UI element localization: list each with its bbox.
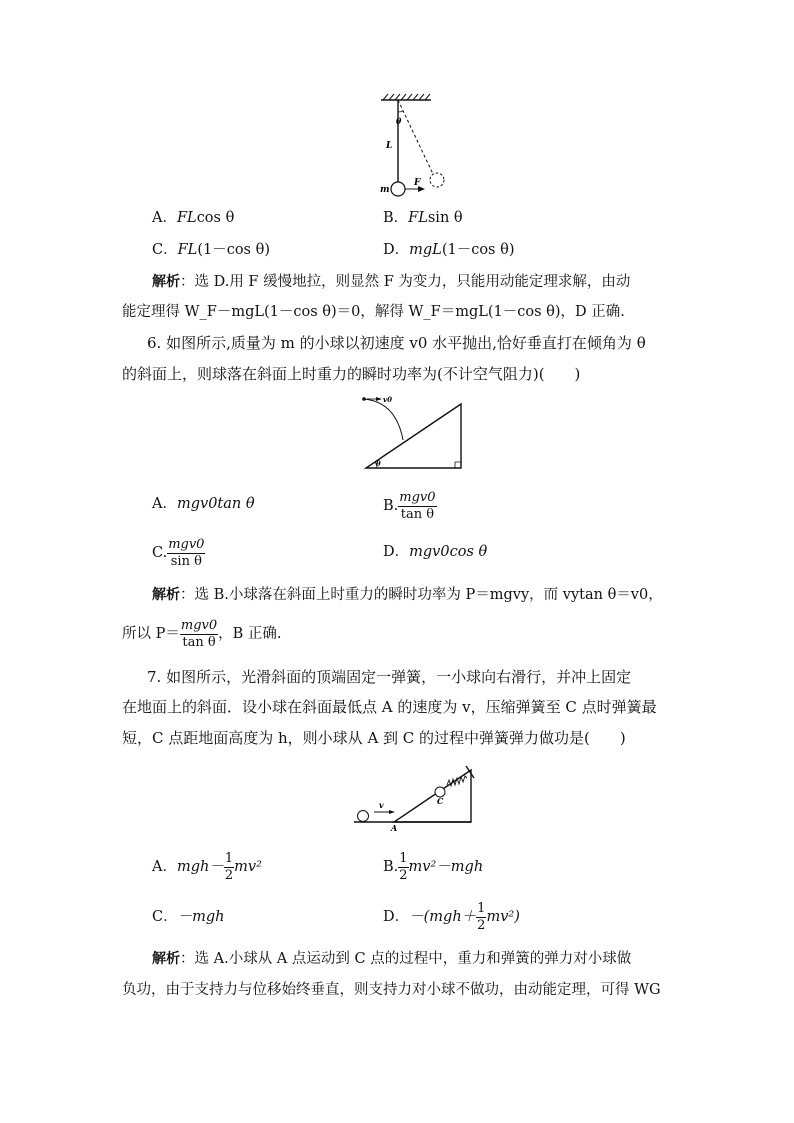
q6-stem-line1: 6. 如图所示,质量为 m 的小球以初速度 v0 水平抛出,恰好垂直打在倾角为 θ	[147, 334, 646, 352]
q6-option-a: A．mgv0tan θ	[152, 496, 255, 512]
q7-analysis-line2: 负功，由于支持力与位移始终垂直，则支持力对小球不做功，由动能定理，可得 WG	[122, 982, 661, 998]
length-label: L	[386, 141, 393, 151]
q6-option-c: C. $\frac{\text{mgv0}}{\text{sin θ}}$	[152, 536, 205, 569]
q6-option-b: B. $\frac{\text{mgv0}}{\text{tan θ}}$	[383, 489, 436, 522]
q7-option-a: A． mgh－ $\frac{1}{2}$ mv²	[152, 850, 262, 883]
incline-angle-label: θ	[376, 459, 381, 468]
q5-option-b: B．FLsin θ	[383, 210, 463, 226]
q6-analysis-fraction: $\frac{\text{mgv0}}{\text{tan θ}}$	[180, 617, 218, 650]
q7-stem-line1: 7. 如图所示，光滑斜面的顶端固定一弹簧，一小球向右滑行，并冲上固定	[147, 668, 632, 686]
q5-option-c: C．FL(1－cos θ)	[152, 242, 270, 258]
q7-option-b-fraction: $\frac{1}{2}$	[399, 850, 408, 883]
q7-stem-line3: 短，C 点距地面高度为 h，则小球从 A 到 C 的过程中弹簧弹力做功是( )	[122, 729, 626, 747]
q7-option-d-fraction: $\frac{1}{2}$	[477, 900, 486, 933]
q6-analysis-line2: 所以 P＝ $\frac{\text{mgv0}}{\text{tan θ}}$ ，B 正确.	[122, 617, 282, 650]
q7-option-a-fraction: $\frac{1}{2}$	[224, 850, 234, 883]
q5-option-a: A．FLcos θ	[152, 210, 235, 226]
q6-option-b-fraction: $\frac{\text{mgv0}}{\text{tan θ}}$	[399, 489, 436, 522]
q5-analysis-line2: 能定理得 W_F－mgL(1－cos θ)＝0，解得 W_F＝mgL(1－cos θ)，D 正确.	[122, 304, 625, 320]
q6-analysis-line1: 解析：选 B.小球落在斜面上时重力的瞬时功率为 P＝mgvy，而 vytan θ＝v0，	[152, 587, 663, 603]
mass-label: m	[380, 185, 390, 195]
q6-option-c-fraction: $\frac{\text{mgv0}}{\text{sin θ}}$	[168, 536, 205, 569]
point-a-label: A	[391, 823, 398, 833]
velocity-label: v	[379, 800, 384, 810]
force-label: F	[414, 178, 421, 188]
q7-stem-line2: 在地面上的斜面．设小球在斜面最低点 A 的速度为 v，压缩弹簧至 C 点时弹簧最	[122, 698, 657, 716]
q7-analysis-line1: 解析：选 A.小球从 A 点运动到 C 点的过程中，重力和弹簧的弹力对小球做	[152, 951, 632, 967]
theta-label: θ	[396, 116, 402, 126]
q5-option-d: D．mgL(1－cos θ)	[383, 242, 515, 258]
q7-option-d: D． －(mgh＋ $\frac{1}{2}$ mv²)	[383, 900, 520, 933]
initial-velocity-label: v0	[383, 395, 392, 404]
q7-option-c: C．－mgh	[152, 909, 225, 925]
point-c-label: C	[437, 796, 444, 806]
q6-stem-line2: 的斜面上，则球落在斜面上时重力的瞬时功率为(不计空气阻力)( )	[122, 365, 581, 383]
q7-option-b: B. $\frac{1}{2}$ mv²－mgh	[383, 850, 484, 883]
q6-option-d: D．mgv0cos θ	[383, 544, 488, 560]
q5-analysis-line1: 解析：选 D.用 F 缓慢地拉，则显然 F 为变力，只能用动能定理求解，由动	[152, 274, 631, 290]
